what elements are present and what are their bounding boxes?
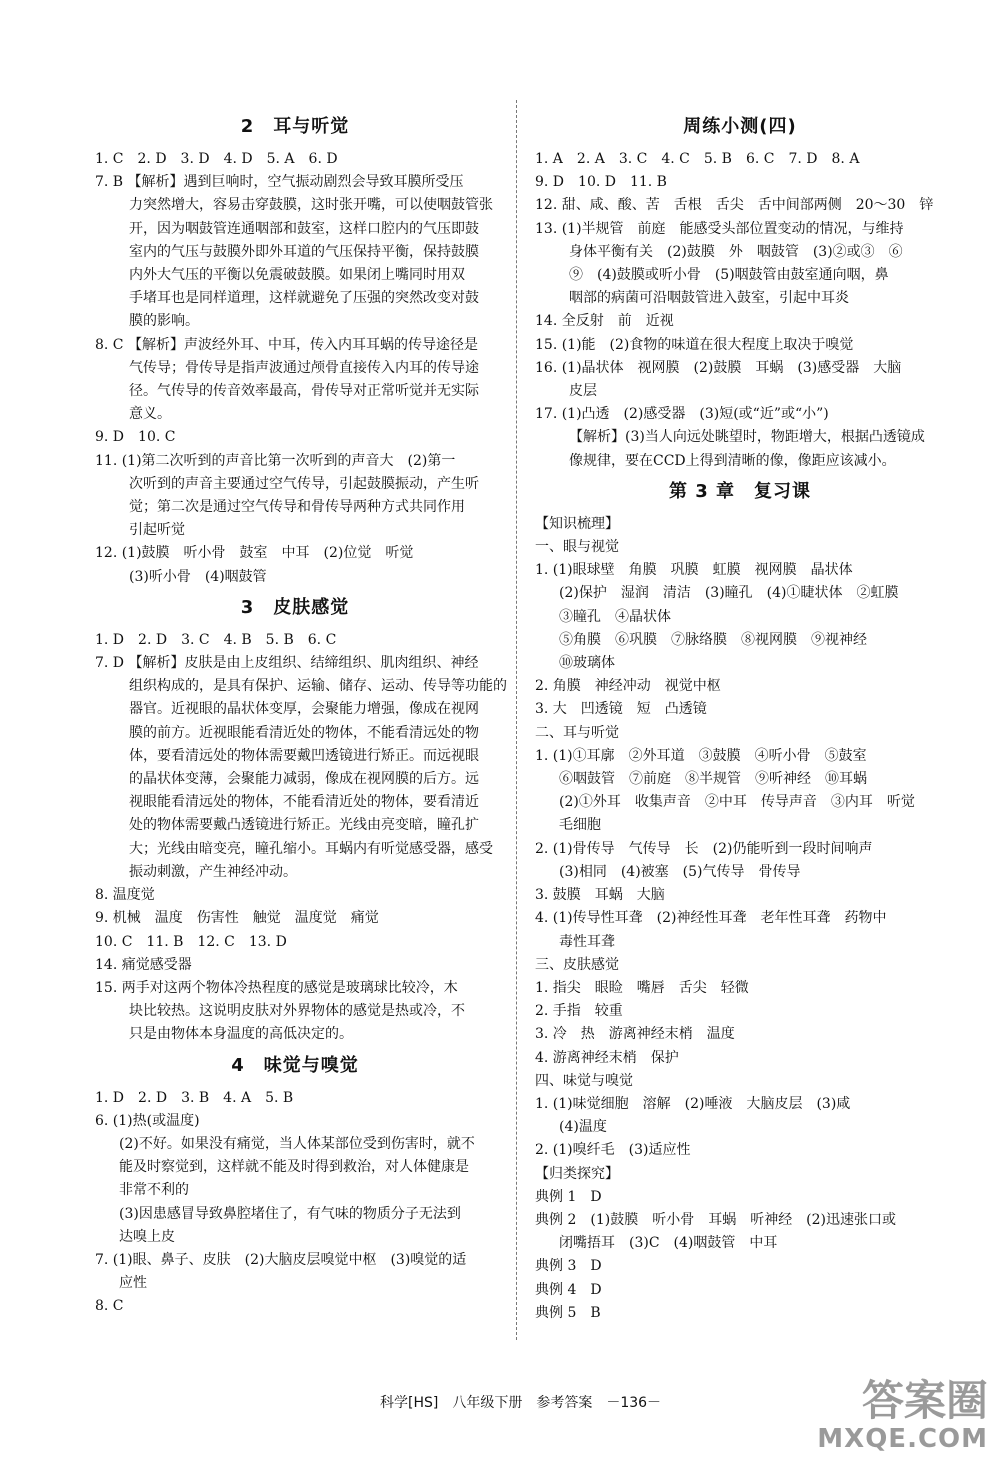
answer-line: 4. 游离神经末梢 保护 (535, 1049, 679, 1066)
answer-line: 2. 角膜 神经冲动 视觉中枢 (535, 678, 721, 695)
section-title: 3 皮肤感觉 (240, 596, 350, 618)
watermark (817, 1378, 988, 1454)
answer-section (95, 593, 507, 1047)
answer-line: 一、眼与视觉 (535, 539, 619, 556)
answer-line: 15. 两手对这两个物体冷热程度的感觉是玻璃球比较冷，木 (95, 979, 458, 996)
answer-section (95, 1051, 495, 1319)
answer-line: 11. (1)第二次听到的声音比第一次听到的声音大 (2)第一 (95, 452, 456, 469)
answer-line: 2. (1)骨传导 气传导 长 (2)仍能听到一段时间响声 (535, 840, 873, 857)
answer-line: 8. 温度觉 (95, 887, 155, 904)
answer-line: 三、皮肤感觉 (535, 956, 619, 973)
answer-line: 组织构成的，是具有保护、运输、储存、运动、传导等功能的 (129, 678, 507, 695)
answer-line: 应性 (119, 1275, 147, 1292)
answer-line: 身体平衡有关 (2)鼓膜 外 咽鼓管 (3)②或③ ⑥ (569, 243, 903, 260)
answer-line: 能及时察觉到，这样就不能及时得到救治，对人体健康是 (119, 1159, 469, 1176)
answer-line: 像规律，要在CCD上得到清晰的像，像距应该减小。 (569, 452, 896, 469)
answer-line: 次听到的声音主要通过空气传导，引起鼓膜振动，产生听 (129, 475, 479, 492)
column-divider (516, 100, 517, 1340)
answer-line: ⑩玻璃体 (559, 655, 615, 672)
watermark-url: MXQE.COM (817, 1424, 988, 1454)
answer-line: 开，因为咽鼓管连通咽部和鼓室，这样口腔内的气压即鼓 (129, 220, 479, 237)
answer-section (535, 477, 945, 1325)
answer-line: (3)听小骨 (4)咽鼓管 (129, 568, 267, 585)
answer-line: 7. B 【解析】遇到巨响时，空气振动剧烈会导致耳膜所受压 (95, 174, 464, 191)
answer-line: 咽部的病菌可沿咽鼓管进入鼓室，引起中耳炎 (569, 290, 849, 307)
answer-line: 体，要看清远处的物体需要戴凹透镜进行矫正。而远视眼 (129, 747, 479, 764)
answer-section (535, 112, 945, 473)
watermark-logo: 答案圈 (861, 1376, 988, 1425)
answer-line: 10. C 11. B 12. C 13. D (95, 933, 287, 950)
answer-line: 17. (1)凸透 (2)感受器 (3)短(或“近”或“小”) (535, 406, 829, 423)
answer-line: 8. C 【解析】声波经外耳、中耳，传入内耳耳蜗的传导途径是 (95, 336, 478, 353)
answer-line: 【知识梳理】 (535, 515, 619, 532)
answer-line: 1. D 2. D 3. C 4. B 5. B 6. C (95, 631, 337, 648)
answer-line: 室内的气压与鼓膜外即外耳道的气压保持平衡，保持鼓膜 (129, 243, 479, 260)
answer-line: 器官。近视眼的晶状体变厚，会聚能力增强，像成在视网 (129, 701, 479, 718)
answer-line: 2. 手指 较重 (535, 1003, 623, 1020)
answer-line: (2)不好。如果没有痛觉，当人体某部位受到伤害时，就不 (119, 1135, 475, 1152)
answer-line: 1. A 2. A 3. C 4. C 5. B 6. C 7. D 8. A (535, 151, 860, 167)
answer-line: 力突然增大，容易击穿鼓膜，这时张开嘴，可以使咽鼓管张 (129, 197, 493, 214)
answer-line: 典例 3 D (535, 1258, 602, 1275)
answer-line: 【解析】(3)当人向远处眺望时，物距增大，根据凸透镜成 (569, 429, 925, 446)
answer-line: (3)因患感冒导致鼻腔堵住了，有气味的物质分子无法到 (119, 1205, 461, 1222)
answer-line: 引起听觉 (129, 522, 185, 539)
answer-line: 9. D 10. D 11. B (535, 174, 667, 191)
answer-line: 典例 4 D (535, 1281, 602, 1298)
answer-line: 内外大气压的平衡以免震破鼓膜。如果闭上嘴同时用双 (129, 267, 465, 284)
section-title: 2 耳与听觉 (240, 116, 350, 137)
answer-line: 毛细胞 (559, 817, 601, 834)
answer-line: 1. (1)味觉细胞 溶解 (2)唾液 大脑皮层 (3)咸 (535, 1095, 851, 1112)
answer-line: ③瞳孔 ④晶状体 (559, 608, 671, 625)
answer-line: 闭嘴捂耳 (3)C (4)咽鼓管 中耳 (559, 1235, 778, 1252)
answer-line: 6. (1)热(或温度) (95, 1112, 200, 1129)
answer-line: 3. 鼓膜 耳蜗 大脑 (535, 887, 665, 904)
answer-line: (3)相同 (4)被塞 (5)气传导 骨传导 (559, 863, 801, 880)
answer-line: 3. 冷 热 游离神经末梢 温度 (535, 1026, 735, 1043)
answer-line: 9. 机械 温度 伤害性 触觉 温度觉 痛觉 (95, 910, 379, 927)
answer-line: (2)①外耳 收集声音 ②中耳 传导声音 ③内耳 听觉 (559, 794, 915, 811)
answer-line: 径。气传导的传音效率最高，骨传导对正常听觉并无实际 (129, 383, 479, 400)
answer-line: 典例 2 (1)鼓膜 听小骨 耳蜗 听神经 (2)迅速张口或 (535, 1211, 897, 1228)
answer-line: 膜的影响。 (129, 313, 199, 330)
answer-section (95, 112, 495, 589)
right-column (535, 108, 945, 1325)
answer-line: 8. C (95, 1298, 124, 1315)
answer-line: 12. (1)鼓膜 听小骨 鼓室 中耳 (2)位觉 听觉 (95, 545, 414, 562)
answer-line: 皮层 (569, 383, 597, 400)
answer-line: 12. 甜、咸、酸、苦 舌根 舌尖 舌中间部两侧 20～30 锌 (535, 197, 934, 214)
answer-line: 4. (1)传导性耳聋 (2)神经性耳聋 老年性耳聋 药物中 (535, 910, 887, 927)
answer-line: 块比较热。这说明皮肤对外界物体的感觉是热或冷，不 (129, 1003, 465, 1020)
answer-line: 1. D 2. D 3. B 4. A 5. B (95, 1089, 294, 1106)
answer-line: 视眼能看清远处的物体，不能看清近处的物体，要看清近 (129, 794, 479, 811)
answer-line: 2. (1)嗅纤毛 (3)适应性 (535, 1142, 691, 1159)
answer-line: 1. C 2. D 3. D 4. D 5. A 6. D (95, 151, 338, 167)
answer-line: 15. (1)能 (2)食物的味道在很大程度上取决于嗅觉 (535, 336, 854, 353)
page-footer: 科学[HS] 八年级下册 参考答案 －136－ (380, 1395, 662, 1411)
section-title: 周练小测(四) (683, 116, 797, 137)
answer-line: 1. (1)①耳廓 ②外耳道 ③鼓膜 ④听小骨 ⑤鼓室 (535, 747, 867, 764)
answer-line: 【归类探究】 (535, 1165, 619, 1182)
answer-line: 二、耳与听觉 (535, 724, 619, 741)
section-title: 4 味觉与嗅觉 (231, 1054, 359, 1076)
answer-line: 9. D 10. C (95, 429, 176, 446)
answer-line: 14. 全反射 前 近视 (535, 313, 674, 330)
answer-line: 气传导；骨传导是指声波通过颅骨直接传入内耳的传导途 (129, 359, 479, 376)
answer-line: 的晶状体变薄，会聚能力减弱，像成在视网膜的后方。远 (129, 771, 479, 788)
answer-line: 典例 5 B (535, 1304, 601, 1321)
answer-line: ⑤角膜 ⑥巩膜 ⑦脉络膜 ⑧视网膜 ⑨视神经 (559, 631, 867, 648)
answer-line: 3. 大 凹透镜 短 凸透镜 (535, 701, 707, 718)
answer-line: 13. (1)半规管 前庭 能感受头部位置变动的情况，与维持 (535, 220, 904, 237)
answer-line: 大；光线由暗变亮，瞳孔缩小。耳蜗内有听觉感受器，感受 (129, 840, 493, 857)
answer-line: 膜的前方。近视眼能看清近处的物体，不能看清远处的物 (129, 724, 479, 741)
answer-line: 1. (1)眼球壁 角膜 巩膜 虹膜 视网膜 晶状体 (535, 562, 853, 579)
answer-line: 16. (1)晶状体 视网膜 (2)鼓膜 耳蜗 (3)感受器 大脑 (535, 359, 902, 376)
answer-line: 1. 指尖 眼睑 嘴唇 舌尖 轻微 (535, 979, 749, 996)
answer-line: 典例 1 D (535, 1188, 602, 1205)
section-title: 第 3 章 复习课 (668, 480, 812, 502)
answer-line: 振动刺激，产生神经冲动。 (129, 863, 297, 880)
answer-line: 7. D 【解析】皮肤是由上皮组织、结缔组织、肌肉组织、神经 (95, 655, 479, 672)
answer-line: 手堵耳也是同样道理，这样就避免了压强的突然改变对鼓 (129, 290, 479, 307)
answer-line: 觉；第二次是通过空气传导和骨传导两种方式共同作用 (129, 499, 465, 516)
answer-line: ⑨ (4)鼓膜或听小骨 (5)咽鼓管由鼓室通向咽，鼻 (569, 267, 889, 284)
answer-line: 只是由物体本身温度的高低决定的。 (129, 1026, 353, 1043)
answer-line: 处的物体需要戴凸透镜进行矫正。光线由亮变暗，瞳孔扩 (129, 817, 479, 834)
answer-line: 达嗅上皮 (119, 1228, 175, 1245)
answer-line: ⑥咽鼓管 ⑦前庭 ⑧半规管 ⑨听神经 ⑩耳蜗 (559, 771, 867, 788)
left-column (95, 108, 507, 1319)
answer-line: (2)保护 湿润 清洁 (3)瞳孔 (4)①睫状体 ②虹膜 (559, 585, 899, 602)
answer-line: 14. 痛觉感受器 (95, 956, 192, 973)
answer-line: (4)温度 (559, 1119, 607, 1136)
answer-line: 7. (1)眼、鼻子、皮肤 (2)大脑皮层嗅觉中枢 (3)嗅觉的适 (95, 1251, 467, 1268)
answer-line: 毒性耳聋 (559, 933, 615, 950)
answer-line: 非常不利的 (119, 1182, 189, 1199)
answer-line: 四、味觉与嗅觉 (535, 1072, 633, 1089)
answer-line: 意义。 (129, 406, 171, 423)
